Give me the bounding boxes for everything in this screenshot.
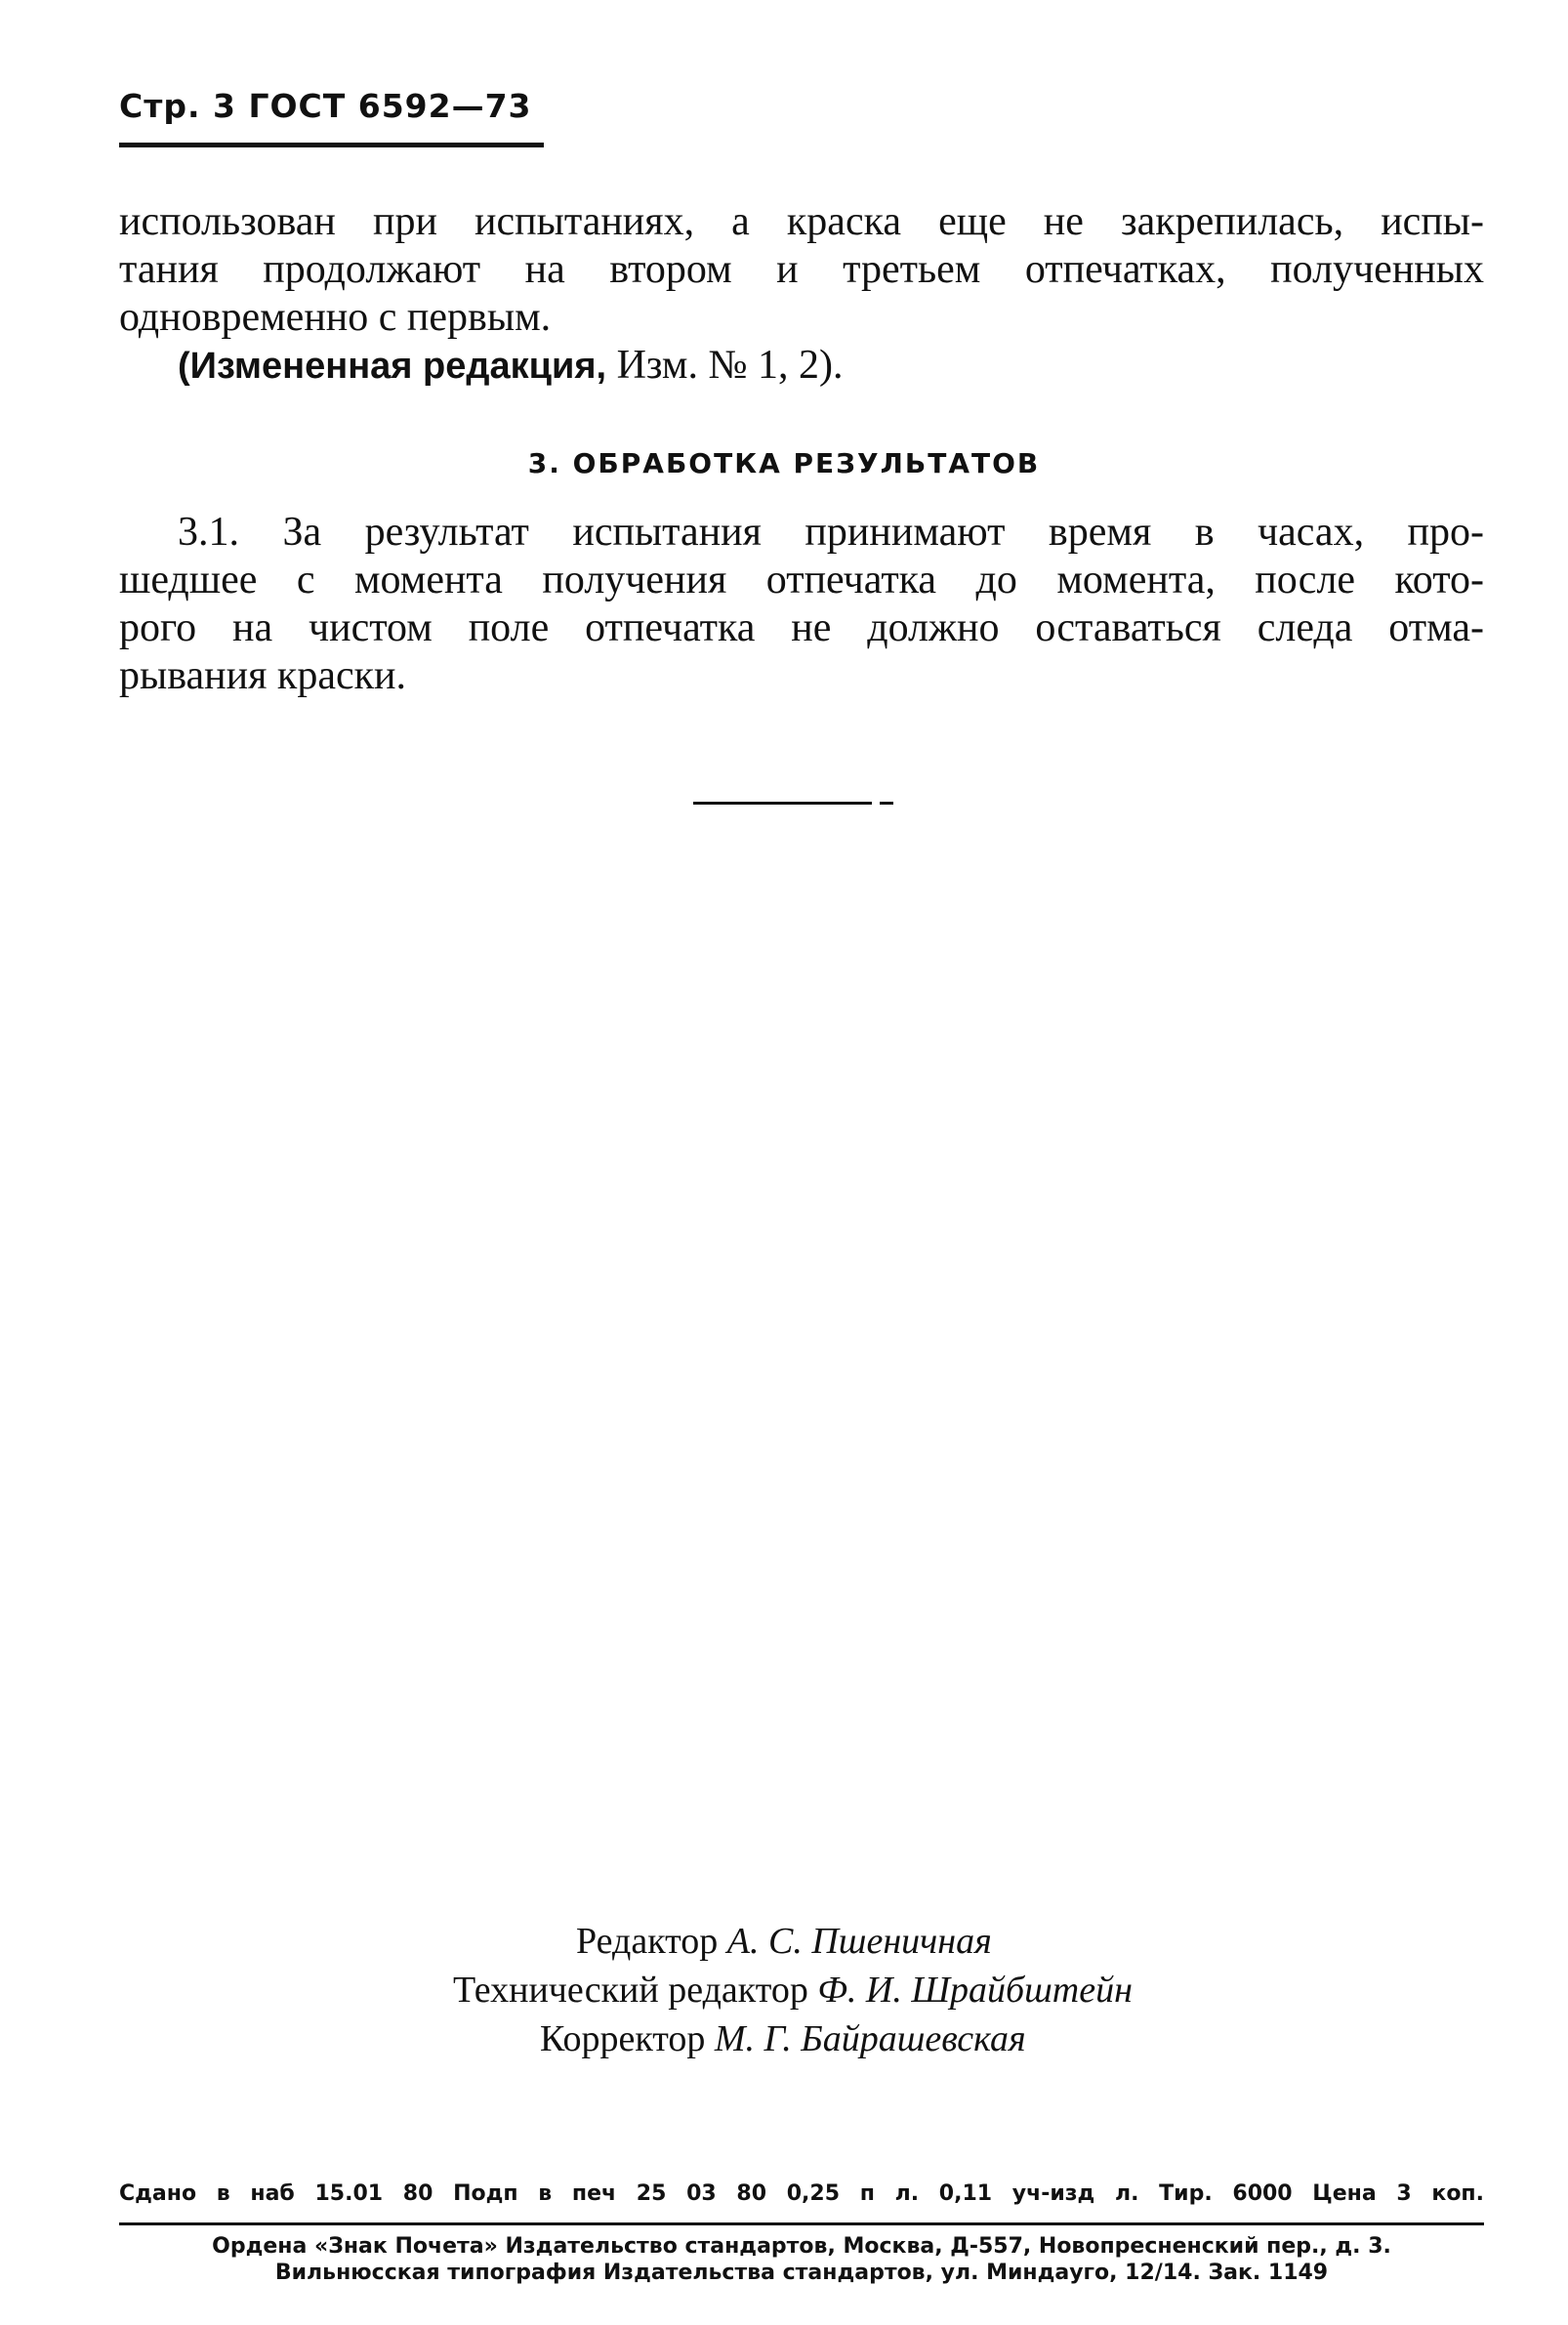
section-heading: 3. ОБРАБОТКА РЕЗУЛЬТАТОВ: [527, 447, 1041, 479]
paragraph-line: рывания краски.: [119, 653, 406, 698]
paragraph-line: рого на чистом поле отпечатка не должно оставаться следа отма-: [119, 605, 1484, 650]
credit-name: Ф. И. Шрайбштейн: [817, 1970, 1133, 2011]
header-rule: [119, 143, 544, 147]
publisher-line: Ордена «Знак Почета» Издательство стандартов, Москва, Д-557, Новопресненский пер., д. 3.: [212, 2234, 1391, 2259]
credit-name: А. С. Пшеничная: [726, 1921, 992, 1962]
amendment-ref: Изм. № 1, 2).: [606, 343, 844, 388]
print-imprint: [119, 2180, 1484, 2208]
section-paragraph: [119, 509, 1484, 700]
paragraph-line: одновременно с первым.: [119, 295, 552, 340]
credit-name: М. Г. Байрашевская: [714, 2018, 1026, 2059]
credit-label: Технический редактор: [453, 1970, 808, 2011]
imprint-line: Сдано в наб 15.01 80 Подп в печ 25 03 80 0,25 п л. 0,11 уч-изд л. Тир. 6000 Цена 3 коп.: [119, 2181, 1484, 2206]
credit-label: Редактор: [576, 1921, 719, 1962]
paragraph-line: 3.1. За результат испытания принимают время в часах, про-: [178, 510, 1484, 555]
publisher-info: [119, 2233, 1484, 2286]
continuation-paragraph: [119, 198, 1484, 391]
amendment-label: (Измененная редакция,: [178, 346, 607, 387]
credit-corrector: [540, 2014, 1026, 2063]
paragraph-line: тания продолжают на втором и третьем отпечатках, полученных: [119, 247, 1484, 292]
paragraph-line: шедшее с момента получения отпечатка до момента, после кото-: [119, 558, 1484, 602]
page-header: Стр. 3 ГОСТ 6592—73: [119, 87, 532, 125]
imprint-rule: [119, 2222, 1484, 2225]
credit-tech-editor: [453, 1966, 1133, 2014]
amendment-note: [119, 342, 1484, 391]
printer-line: Вильнюсская типография Издательства стандартов, ул. Миндауго, 12/14. Зак. 1149: [274, 2261, 1329, 2285]
divider-short: [880, 802, 893, 805]
paragraph-line: использован при испытаниях, а краска еще не закрепилась, испы-: [119, 199, 1484, 244]
divider-long: [693, 802, 872, 805]
credit-editor: [576, 1917, 992, 1966]
credit-label: Корректор: [540, 2018, 706, 2059]
